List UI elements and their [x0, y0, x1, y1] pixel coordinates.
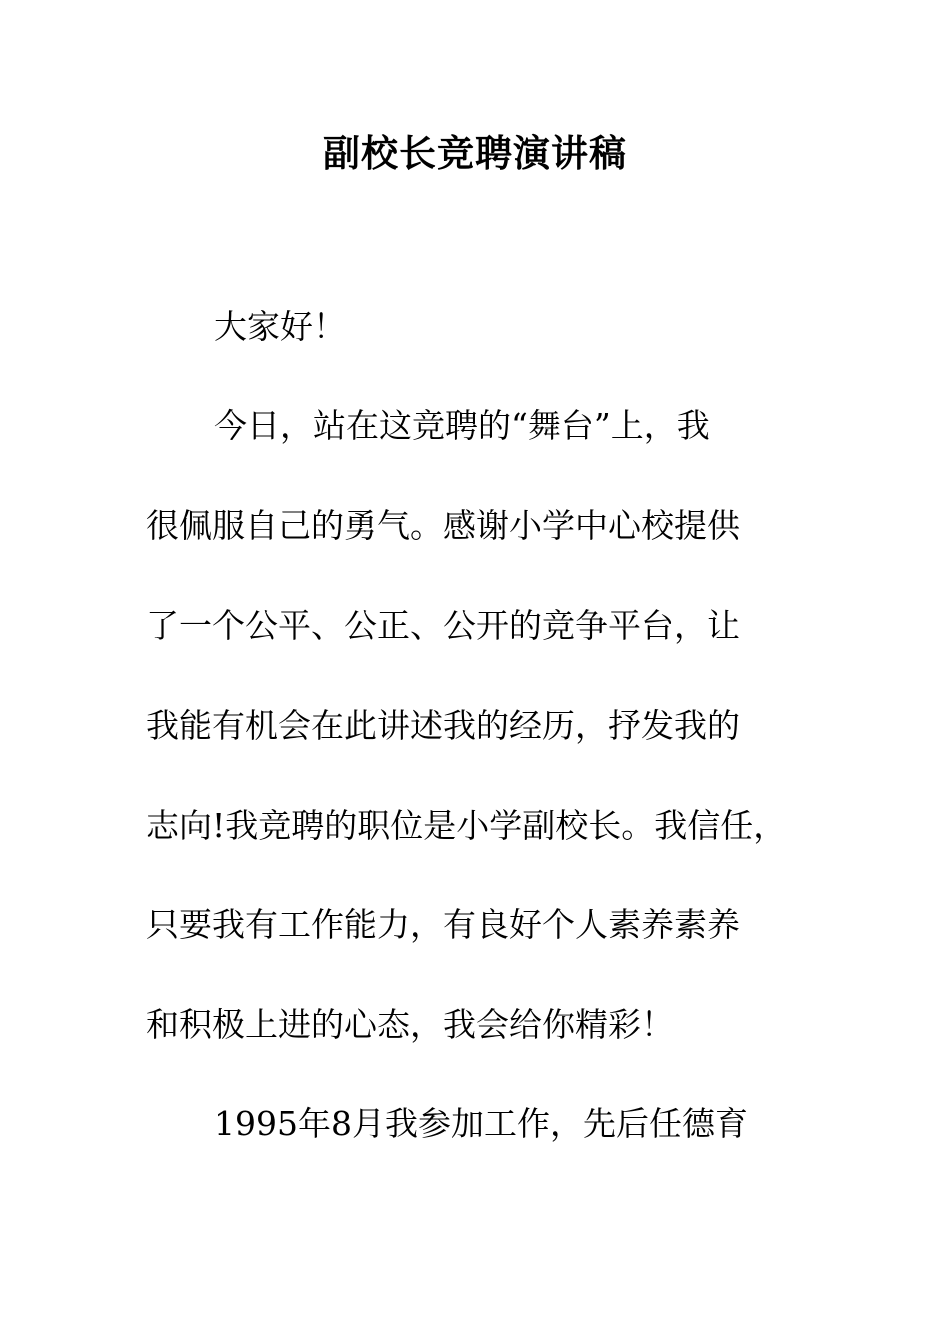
paragraph-greeting-line: 大家好！ [214, 307, 346, 346]
paragraph-line: 只要我有工作能力，有良好个人素养素养 [146, 905, 740, 944]
paragraph-line: 1995年8月我参加工作，先后任德育 [214, 1104, 748, 1143]
paragraph-line: 我能有机会在此讲述我的经历，抒发我的 [146, 706, 740, 745]
paragraph-line: 很佩服自己的勇气。感谢小学中心校提供 [146, 506, 740, 545]
paragraph-line: 今日，站在这竞聘的“舞台”上，我 [214, 406, 710, 445]
document-title: 副校长竞聘演讲稿 [323, 132, 627, 175]
paragraph-line: 志向!我竞聘的职位是小学副校长。我信任， [146, 806, 787, 845]
paragraph-line: 和积极上进的心态，我会给你精彩！ [146, 1005, 674, 1044]
paragraph-line: 了一个公平、公正、公开的竞争平台，让 [146, 606, 740, 645]
